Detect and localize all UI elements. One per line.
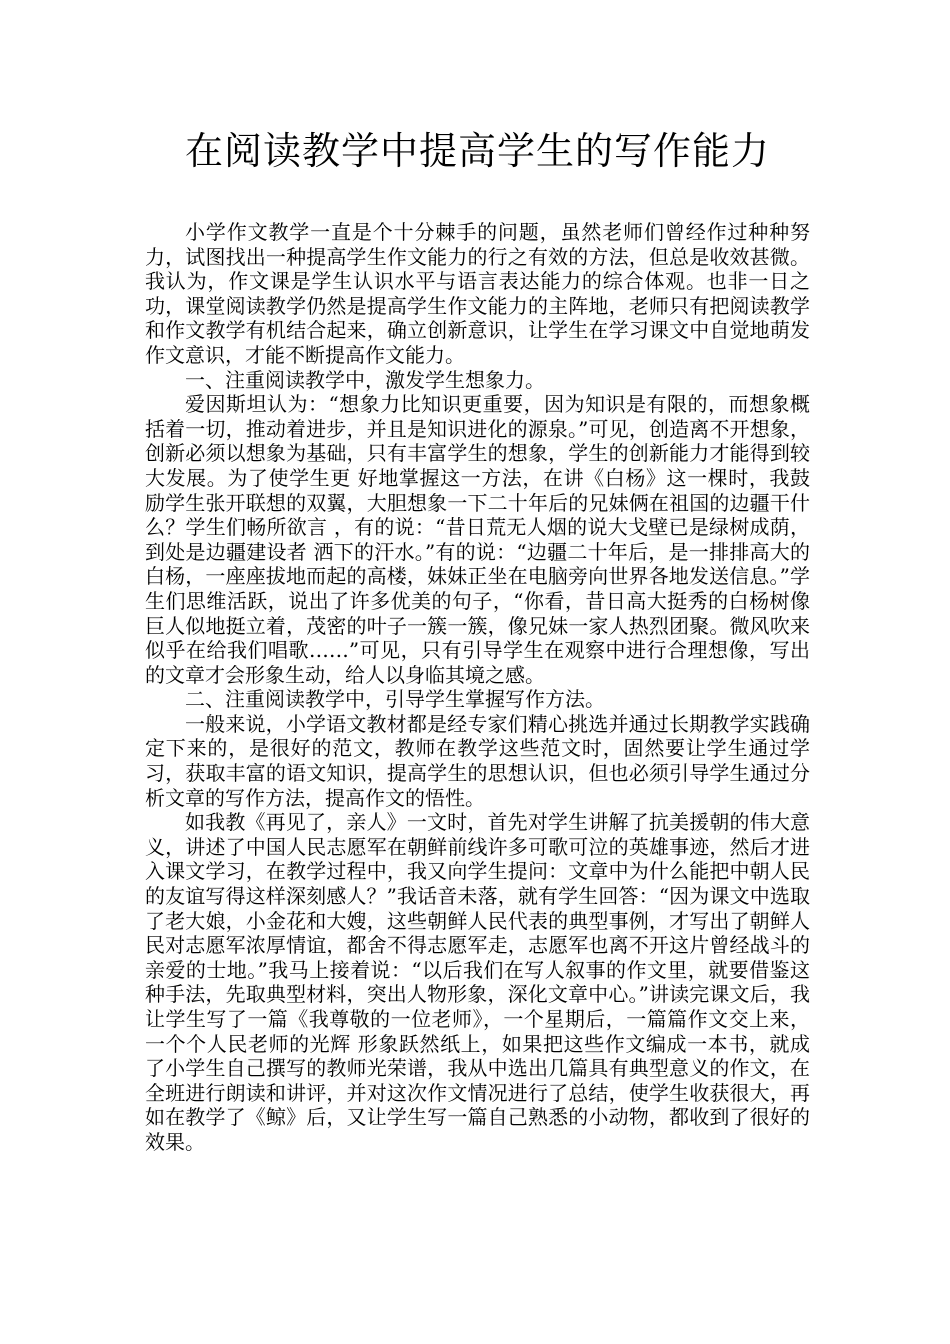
section-heading-2: 二、注重阅读教学中，引导学生掌握写作方法。: [185, 687, 605, 712]
paragraph-imagination: 爱因斯坦认为：“想象力比知识更重要，因为知识是有限的，而想象概括着一切，推动着进步，并且是知识进化的源泉。”可见，创造离不开想象，创新必须以想象为基础，只有丰富学生的想象，学生的创新能力才能得到较大发展。为了使学生更 好地掌握这一方法，在讲《白杨》这一棵时，我鼓励学生张开联想的双翼，大胆想象一下二十年后的兄妹俩在祖国的边疆干什么？学生们畅所欲言 ，有的说：“昔日荒无人烟的说大戈壁已是绿树成荫，到处是边疆建设者 洒下的汗水。”有的说：“边疆二十年后，是一排排高大的白杨，一座座拔地而起的高楼，妹妹正坐在电脑旁向世界各地发送信息。”学生们思维活跃，说出了许多优美的句子，“你看，昔日高大挺秀的白杨树像巨人似地挺立着，茂密的叶子一簇一簇，像兄妹一家人热烈团聚。微风吹来似乎在给我们唱歌……”可见，只有引导学生在观察中进行合理想像，写出的文章才会形象生动，给人以身临其境之感。: [145, 392, 810, 687]
paragraph-example: 如我教《再见了，亲人》一文时，首先对学生讲解了抗美援朝的伟大意义，讲述了中国人民志愿军在朝鲜前线许多可歌可泣的英雄事迹，然后才进入课文学习，在教学过程中，我又向学生提问：文章中为什么能把中朝人民的友谊写得这样深刻感人？”我话音未落，就有学生回答：“因为课文中选取了老大娘，小金花和大嫂，这些朝鲜人民代表的典型事例，才写出了朝鲜人民对志愿军浓厚情谊，都舍不得志愿军走，志愿军也离不开这片曾经战斗的亲爱的士地。”我马上接着说：“以后我们在写人叙事的作文里，就要借鉴这种手法，先取典型材料，突出人物形象，深化文章中心。”讲读完课文后，我让学生写了一篇《我尊敬的一位老师》，一个星期后，一篇篇作文交上来，一个个人民老师的光辉 形象跃然纸上，如果把这些作文编成一本书，就成了小学生自己撰写的教师光荣谱，我从中选出几篇具有典型意义的作文，在全班进行朗读和讲评，并对这次作文情况进行了总结，使学生收获很大，再如在教学了《鲸》后，又让学生写一篇自己熟悉的小动物，都收到了很好的效果。: [145, 810, 810, 1154]
section-heading-1: 一、注重阅读教学中，激发学生想象力。: [185, 367, 545, 392]
paragraph-method: 一般来说，小学语文教材都是经专家们精心挑选并通过长期教学实践确定下来的，是很好的范文，教师在教学这些范文时，固然要让学生通过学习，获取丰富的语文知识，提高学生的思想认识，但也必须引导学生通过分析文章的写作方法，提高作文的悟性。: [145, 711, 810, 810]
document-title: 在阅读教学中提高学生的写作能力: [184, 129, 770, 173]
document-body: [145, 220, 810, 1155]
paragraph-intro: 小学作文教学一直是个十分棘手的问题，虽然老师们曾经作过种种努力，试图找出一种提高学生作文能力的行之有效的方法，但总是收效甚微。我认为，作文课是学生认识水平与语言表达能力的综合体观。也非一日之功，课堂阅读教学仍然是提高学生作文能力的主阵地，老师只有把阅读教学和作文教学有机结合起来，确立创新意识，让学生在学习课文中自觉地萌发作文意识，才能不断提高作文能力。: [145, 220, 810, 367]
document-page: [145, 0, 810, 1344]
